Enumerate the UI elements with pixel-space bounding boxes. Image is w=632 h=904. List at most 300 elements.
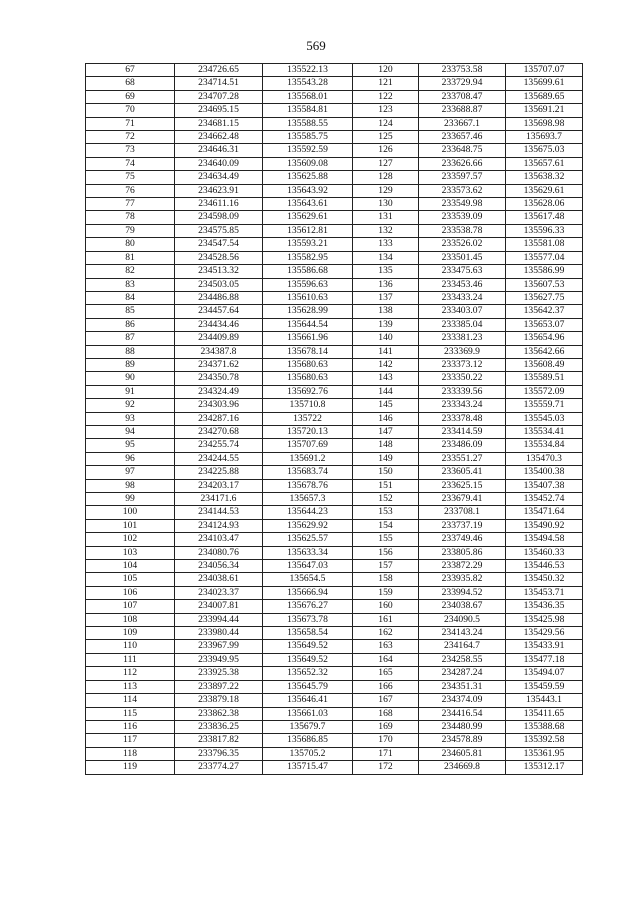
- y-coordinate-cell: 135654.96: [506, 332, 583, 345]
- point-number-cell: 106: [86, 586, 175, 599]
- point-number-cell: 116: [86, 720, 175, 733]
- x-coordinate-cell: 234640.09: [175, 157, 263, 170]
- y-coordinate-cell: 135693.7: [506, 131, 583, 144]
- point-number-cell: 80: [86, 238, 175, 251]
- x-coordinate-cell: 233872.29: [419, 560, 506, 573]
- x-coordinate-cell: 234164.7: [419, 640, 506, 653]
- point-number-cell: 135: [353, 265, 419, 278]
- point-number-cell: 118: [86, 747, 175, 760]
- point-number-cell: 168: [353, 707, 419, 720]
- y-coordinate-cell: 135628.06: [506, 198, 583, 211]
- x-coordinate-cell: 233967.99: [175, 640, 263, 653]
- point-number-cell: 167: [353, 694, 419, 707]
- y-coordinate-cell: 135568.01: [263, 90, 353, 103]
- y-coordinate-cell: 135638.32: [506, 171, 583, 184]
- point-number-cell: 123: [353, 104, 419, 117]
- y-coordinate-cell: 135436.35: [506, 600, 583, 613]
- point-number-cell: 99: [86, 493, 175, 506]
- y-coordinate-cell: 135589.51: [506, 372, 583, 385]
- point-number-cell: 128: [353, 171, 419, 184]
- x-coordinate-cell: 234528.56: [175, 251, 263, 264]
- y-coordinate-cell: 135577.04: [506, 251, 583, 264]
- point-number-cell: 89: [86, 358, 175, 371]
- x-coordinate-cell: 233475.63: [419, 265, 506, 278]
- point-number-cell: 92: [86, 399, 175, 412]
- point-number-cell: 139: [353, 318, 419, 331]
- x-coordinate-cell: 233729.94: [419, 77, 506, 90]
- point-number-cell: 134: [353, 251, 419, 264]
- point-number-cell: 162: [353, 627, 419, 640]
- x-coordinate-cell: 234303.96: [175, 399, 263, 412]
- table-row: [86, 90, 583, 103]
- y-coordinate-cell: 135522.13: [263, 64, 353, 77]
- y-coordinate-cell: 135609.08: [263, 157, 353, 170]
- table-row: [86, 707, 583, 720]
- point-number-cell: 147: [353, 425, 419, 438]
- point-number-cell: 87: [86, 332, 175, 345]
- point-number-cell: 101: [86, 519, 175, 532]
- x-coordinate-cell: 234225.88: [175, 466, 263, 479]
- y-coordinate-cell: 135446.53: [506, 560, 583, 573]
- table-row: [86, 385, 583, 398]
- point-number-cell: 73: [86, 144, 175, 157]
- y-coordinate-cell: 135629.61: [263, 211, 353, 224]
- x-coordinate-cell: 233453.46: [419, 278, 506, 291]
- x-coordinate-cell: 233949.95: [175, 653, 263, 666]
- table-row: [86, 399, 583, 412]
- table-row: [86, 720, 583, 733]
- x-coordinate-cell: 234124.93: [175, 519, 263, 532]
- x-coordinate-cell: 233549.98: [419, 198, 506, 211]
- y-coordinate-cell: 135392.58: [506, 734, 583, 747]
- x-coordinate-cell: 233805.86: [419, 546, 506, 559]
- x-coordinate-cell: 234695.15: [175, 104, 263, 117]
- x-coordinate-cell: 233862.38: [175, 707, 263, 720]
- y-coordinate-cell: 135689.65: [506, 90, 583, 103]
- y-coordinate-cell: 135559.71: [506, 399, 583, 412]
- x-coordinate-cell: 233980.44: [175, 627, 263, 640]
- table-row: [86, 747, 583, 760]
- y-coordinate-cell: 135534.41: [506, 425, 583, 438]
- table-row: [86, 452, 583, 465]
- x-coordinate-cell: 233526.02: [419, 238, 506, 251]
- y-coordinate-cell: 135607.53: [506, 278, 583, 291]
- y-coordinate-cell: 135680.63: [263, 372, 353, 385]
- point-number-cell: 171: [353, 747, 419, 760]
- table-row: [86, 586, 583, 599]
- x-coordinate-cell: 234605.81: [419, 747, 506, 760]
- point-number-cell: 155: [353, 533, 419, 546]
- y-coordinate-cell: 135705.2: [263, 747, 353, 760]
- x-coordinate-cell: 234244.55: [175, 452, 263, 465]
- point-number-cell: 72: [86, 131, 175, 144]
- y-coordinate-cell: 135661.96: [263, 332, 353, 345]
- table-row: [86, 694, 583, 707]
- point-number-cell: 70: [86, 104, 175, 117]
- point-number-cell: 137: [353, 291, 419, 304]
- point-number-cell: 75: [86, 171, 175, 184]
- x-coordinate-cell: 234103.47: [175, 533, 263, 546]
- y-coordinate-cell: 135490.92: [506, 519, 583, 532]
- point-number-cell: 158: [353, 573, 419, 586]
- point-number-cell: 154: [353, 519, 419, 532]
- x-coordinate-cell: 234457.64: [175, 305, 263, 318]
- y-coordinate-cell: 135707.69: [263, 439, 353, 452]
- table-row: [86, 667, 583, 680]
- x-coordinate-cell: 234350.78: [175, 372, 263, 385]
- point-number-cell: 172: [353, 761, 419, 774]
- x-coordinate-cell: 233339.56: [419, 385, 506, 398]
- y-coordinate-cell: 135534.84: [506, 439, 583, 452]
- table-row: [86, 560, 583, 573]
- y-coordinate-cell: 135629.61: [506, 184, 583, 197]
- x-coordinate-cell: 233625.15: [419, 479, 506, 492]
- y-coordinate-cell: 135720.13: [263, 425, 353, 438]
- point-number-cell: 151: [353, 479, 419, 492]
- y-coordinate-cell: 135657.3: [263, 493, 353, 506]
- x-coordinate-cell: 233538.78: [419, 224, 506, 237]
- point-number-cell: 156: [353, 546, 419, 559]
- point-number-cell: 102: [86, 533, 175, 546]
- point-number-cell: 81: [86, 251, 175, 264]
- y-coordinate-cell: 135692.76: [263, 385, 353, 398]
- table-row: [86, 627, 583, 640]
- y-coordinate-cell: 135627.75: [506, 291, 583, 304]
- table-row: [86, 466, 583, 479]
- x-coordinate-cell: 233737.19: [419, 519, 506, 532]
- point-number-cell: 76: [86, 184, 175, 197]
- y-coordinate-cell: 135494.58: [506, 533, 583, 546]
- x-coordinate-cell: 233433.24: [419, 291, 506, 304]
- y-coordinate-cell: 135629.92: [263, 519, 353, 532]
- point-number-cell: 125: [353, 131, 419, 144]
- x-coordinate-cell: 233648.75: [419, 144, 506, 157]
- point-number-cell: 69: [86, 90, 175, 103]
- y-coordinate-cell: 135661.03: [263, 707, 353, 720]
- table-row: [86, 761, 583, 774]
- table-row: [86, 412, 583, 425]
- x-coordinate-cell: 233935.82: [419, 573, 506, 586]
- point-number-cell: 97: [86, 466, 175, 479]
- x-coordinate-cell: 233679.41: [419, 493, 506, 506]
- table-row: [86, 171, 583, 184]
- x-coordinate-cell: 234038.61: [175, 573, 263, 586]
- point-number-cell: 95: [86, 439, 175, 452]
- point-number-cell: 74: [86, 157, 175, 170]
- point-number-cell: 115: [86, 707, 175, 720]
- x-coordinate-cell: 234486.88: [175, 291, 263, 304]
- x-coordinate-cell: 233817.82: [175, 734, 263, 747]
- table-row: [86, 653, 583, 666]
- y-coordinate-cell: 135593.21: [263, 238, 353, 251]
- y-coordinate-cell: 135581.08: [506, 238, 583, 251]
- point-number-cell: 103: [86, 546, 175, 559]
- point-number-cell: 98: [86, 479, 175, 492]
- x-coordinate-cell: 234255.74: [175, 439, 263, 452]
- y-coordinate-cell: 135679.7: [263, 720, 353, 733]
- y-coordinate-cell: 135584.81: [263, 104, 353, 117]
- table-row: [86, 533, 583, 546]
- y-coordinate-cell: 135722: [263, 412, 353, 425]
- x-coordinate-cell: 234080.76: [175, 546, 263, 559]
- table-row: [86, 332, 583, 345]
- y-coordinate-cell: 135658.54: [263, 627, 353, 640]
- x-coordinate-cell: 234623.91: [175, 184, 263, 197]
- x-coordinate-cell: 233708.47: [419, 90, 506, 103]
- table-row: [86, 372, 583, 385]
- x-coordinate-cell: 234203.17: [175, 479, 263, 492]
- x-coordinate-cell: 233749.46: [419, 533, 506, 546]
- y-coordinate-cell: 135715.47: [263, 761, 353, 774]
- point-number-cell: 127: [353, 157, 419, 170]
- y-coordinate-cell: 135592.59: [263, 144, 353, 157]
- table-row: [86, 131, 583, 144]
- x-coordinate-cell: 233403.07: [419, 305, 506, 318]
- y-coordinate-cell: 135647.03: [263, 560, 353, 573]
- y-coordinate-cell: 135686.85: [263, 734, 353, 747]
- y-coordinate-cell: 135642.37: [506, 305, 583, 318]
- x-coordinate-cell: 234351.31: [419, 680, 506, 693]
- y-coordinate-cell: 135610.63: [263, 291, 353, 304]
- x-coordinate-cell: 234374.09: [419, 694, 506, 707]
- point-number-cell: 117: [86, 734, 175, 747]
- x-coordinate-cell: 234681.15: [175, 117, 263, 130]
- point-number-cell: 169: [353, 720, 419, 733]
- y-coordinate-cell: 135699.61: [506, 77, 583, 90]
- table-row: [86, 640, 583, 653]
- x-coordinate-cell: 234144.53: [175, 506, 263, 519]
- point-number-cell: 144: [353, 385, 419, 398]
- point-number-cell: 164: [353, 653, 419, 666]
- y-coordinate-cell: 135543.28: [263, 77, 353, 90]
- y-coordinate-cell: 135653.07: [506, 318, 583, 331]
- y-coordinate-cell: 135443.1: [506, 694, 583, 707]
- x-coordinate-cell: 233573.62: [419, 184, 506, 197]
- y-coordinate-cell: 135649.52: [263, 640, 353, 653]
- point-number-cell: 141: [353, 345, 419, 358]
- coordinates-table-body: [86, 64, 583, 775]
- point-number-cell: 160: [353, 600, 419, 613]
- table-row: [86, 278, 583, 291]
- y-coordinate-cell: 135698.98: [506, 117, 583, 130]
- x-coordinate-cell: 234143.24: [419, 627, 506, 640]
- y-coordinate-cell: 135596.33: [506, 224, 583, 237]
- x-coordinate-cell: 234090.5: [419, 613, 506, 626]
- y-coordinate-cell: 135596.63: [263, 278, 353, 291]
- point-number-cell: 166: [353, 680, 419, 693]
- point-number-cell: 90: [86, 372, 175, 385]
- x-coordinate-cell: 233369.9: [419, 345, 506, 358]
- y-coordinate-cell: 135654.5: [263, 573, 353, 586]
- x-coordinate-cell: 233897.22: [175, 680, 263, 693]
- x-coordinate-cell: 233879.18: [175, 694, 263, 707]
- y-coordinate-cell: 135678.14: [263, 345, 353, 358]
- x-coordinate-cell: 234578.89: [419, 734, 506, 747]
- x-coordinate-cell: 233381.23: [419, 332, 506, 345]
- y-coordinate-cell: 135585.75: [263, 131, 353, 144]
- y-coordinate-cell: 135642.66: [506, 345, 583, 358]
- point-number-cell: 126: [353, 144, 419, 157]
- table-row: [86, 425, 583, 438]
- point-number-cell: 79: [86, 224, 175, 237]
- y-coordinate-cell: 135625.88: [263, 171, 353, 184]
- point-number-cell: 145: [353, 399, 419, 412]
- point-number-cell: 105: [86, 573, 175, 586]
- x-coordinate-cell: 234714.51: [175, 77, 263, 90]
- table-row: [86, 318, 583, 331]
- point-number-cell: 110: [86, 640, 175, 653]
- y-coordinate-cell: 135628.99: [263, 305, 353, 318]
- y-coordinate-cell: 135625.57: [263, 533, 353, 546]
- point-number-cell: 140: [353, 332, 419, 345]
- y-coordinate-cell: 135400.38: [506, 466, 583, 479]
- point-number-cell: 124: [353, 117, 419, 130]
- table-row: [86, 305, 583, 318]
- x-coordinate-cell: 234547.54: [175, 238, 263, 251]
- point-number-cell: 149: [353, 452, 419, 465]
- x-coordinate-cell: 233774.27: [175, 761, 263, 774]
- x-coordinate-cell: 233597.57: [419, 171, 506, 184]
- point-number-cell: 170: [353, 734, 419, 747]
- x-coordinate-cell: 233994.44: [175, 613, 263, 626]
- point-number-cell: 153: [353, 506, 419, 519]
- x-coordinate-cell: 233539.09: [419, 211, 506, 224]
- x-coordinate-cell: 233605.41: [419, 466, 506, 479]
- y-coordinate-cell: 135644.23: [263, 506, 353, 519]
- table-row: [86, 506, 583, 519]
- y-coordinate-cell: 135453.71: [506, 586, 583, 599]
- y-coordinate-cell: 135450.32: [506, 573, 583, 586]
- x-coordinate-cell: 234434.46: [175, 318, 263, 331]
- table-row: [86, 64, 583, 77]
- point-number-cell: 112: [86, 667, 175, 680]
- x-coordinate-cell: 234634.49: [175, 171, 263, 184]
- point-number-cell: 78: [86, 211, 175, 224]
- point-number-cell: 138: [353, 305, 419, 318]
- coordinates-table: [85, 63, 583, 775]
- point-number-cell: 131: [353, 211, 419, 224]
- point-number-cell: 107: [86, 600, 175, 613]
- x-coordinate-cell: 234056.34: [175, 560, 263, 573]
- point-number-cell: 148: [353, 439, 419, 452]
- point-number-cell: 120: [353, 64, 419, 77]
- y-coordinate-cell: 135666.94: [263, 586, 353, 599]
- y-coordinate-cell: 135645.79: [263, 680, 353, 693]
- y-coordinate-cell: 135691.21: [506, 104, 583, 117]
- x-coordinate-cell: 234287.24: [419, 667, 506, 680]
- x-coordinate-cell: 233486.09: [419, 439, 506, 452]
- y-coordinate-cell: 135680.63: [263, 358, 353, 371]
- table-row: [86, 77, 583, 90]
- x-coordinate-cell: 233708.1: [419, 506, 506, 519]
- x-coordinate-cell: 234371.62: [175, 358, 263, 371]
- y-coordinate-cell: 135586.68: [263, 265, 353, 278]
- y-coordinate-cell: 135312.17: [506, 761, 583, 774]
- point-number-cell: 133: [353, 238, 419, 251]
- y-coordinate-cell: 135586.99: [506, 265, 583, 278]
- point-number-cell: 114: [86, 694, 175, 707]
- point-number-cell: 143: [353, 372, 419, 385]
- y-coordinate-cell: 135643.92: [263, 184, 353, 197]
- x-coordinate-cell: 233551.27: [419, 452, 506, 465]
- x-coordinate-cell: 234611.16: [175, 198, 263, 211]
- x-coordinate-cell: 234662.48: [175, 131, 263, 144]
- table-row: [86, 238, 583, 251]
- point-number-cell: 132: [353, 224, 419, 237]
- x-coordinate-cell: 234513.32: [175, 265, 263, 278]
- x-coordinate-cell: 234598.09: [175, 211, 263, 224]
- point-number-cell: 159: [353, 586, 419, 599]
- point-number-cell: 152: [353, 493, 419, 506]
- x-coordinate-cell: 233343.24: [419, 399, 506, 412]
- x-coordinate-cell: 234258.55: [419, 653, 506, 666]
- x-coordinate-cell: 234038.67: [419, 600, 506, 613]
- x-coordinate-cell: 234669.8: [419, 761, 506, 774]
- y-coordinate-cell: 135494.07: [506, 667, 583, 680]
- x-coordinate-cell: 233925.38: [175, 667, 263, 680]
- y-coordinate-cell: 135643.61: [263, 198, 353, 211]
- point-number-cell: 85: [86, 305, 175, 318]
- x-coordinate-cell: 233501.45: [419, 251, 506, 264]
- table-row: [86, 680, 583, 693]
- y-coordinate-cell: 135676.27: [263, 600, 353, 613]
- x-coordinate-cell: 234707.28: [175, 90, 263, 103]
- table-row: [86, 345, 583, 358]
- y-coordinate-cell: 135644.54: [263, 318, 353, 331]
- point-number-cell: 88: [86, 345, 175, 358]
- table-row: [86, 265, 583, 278]
- table-row: [86, 358, 583, 371]
- point-number-cell: 142: [353, 358, 419, 371]
- y-coordinate-cell: 135429.56: [506, 627, 583, 640]
- y-coordinate-cell: 135633.34: [263, 546, 353, 559]
- table-row: [86, 493, 583, 506]
- table-row: [86, 198, 583, 211]
- y-coordinate-cell: 135683.74: [263, 466, 353, 479]
- y-coordinate-cell: 135678.76: [263, 479, 353, 492]
- table-row: [86, 546, 583, 559]
- x-coordinate-cell: 234387.8: [175, 345, 263, 358]
- table-row: [86, 211, 583, 224]
- y-coordinate-cell: 135588.55: [263, 117, 353, 130]
- y-coordinate-cell: 135646.41: [263, 694, 353, 707]
- y-coordinate-cell: 135361.95: [506, 747, 583, 760]
- y-coordinate-cell: 135691.2: [263, 452, 353, 465]
- table-row: [86, 104, 583, 117]
- x-coordinate-cell: 233414.59: [419, 425, 506, 438]
- x-coordinate-cell: 233753.58: [419, 64, 506, 77]
- point-number-cell: 71: [86, 117, 175, 130]
- point-number-cell: 84: [86, 291, 175, 304]
- x-coordinate-cell: 233626.66: [419, 157, 506, 170]
- x-coordinate-cell: 234575.85: [175, 224, 263, 237]
- point-number-cell: 119: [86, 761, 175, 774]
- point-number-cell: 136: [353, 278, 419, 291]
- table-row: [86, 144, 583, 157]
- x-coordinate-cell: 233373.12: [419, 358, 506, 371]
- x-coordinate-cell: 234416.54: [419, 707, 506, 720]
- x-coordinate-cell: 233836.25: [175, 720, 263, 733]
- point-number-cell: 86: [86, 318, 175, 331]
- y-coordinate-cell: 135460.33: [506, 546, 583, 559]
- point-number-cell: 67: [86, 64, 175, 77]
- point-number-cell: 113: [86, 680, 175, 693]
- x-coordinate-cell: 234007.81: [175, 600, 263, 613]
- point-number-cell: 108: [86, 613, 175, 626]
- table-row: [86, 117, 583, 130]
- point-number-cell: 130: [353, 198, 419, 211]
- table-row: [86, 251, 583, 264]
